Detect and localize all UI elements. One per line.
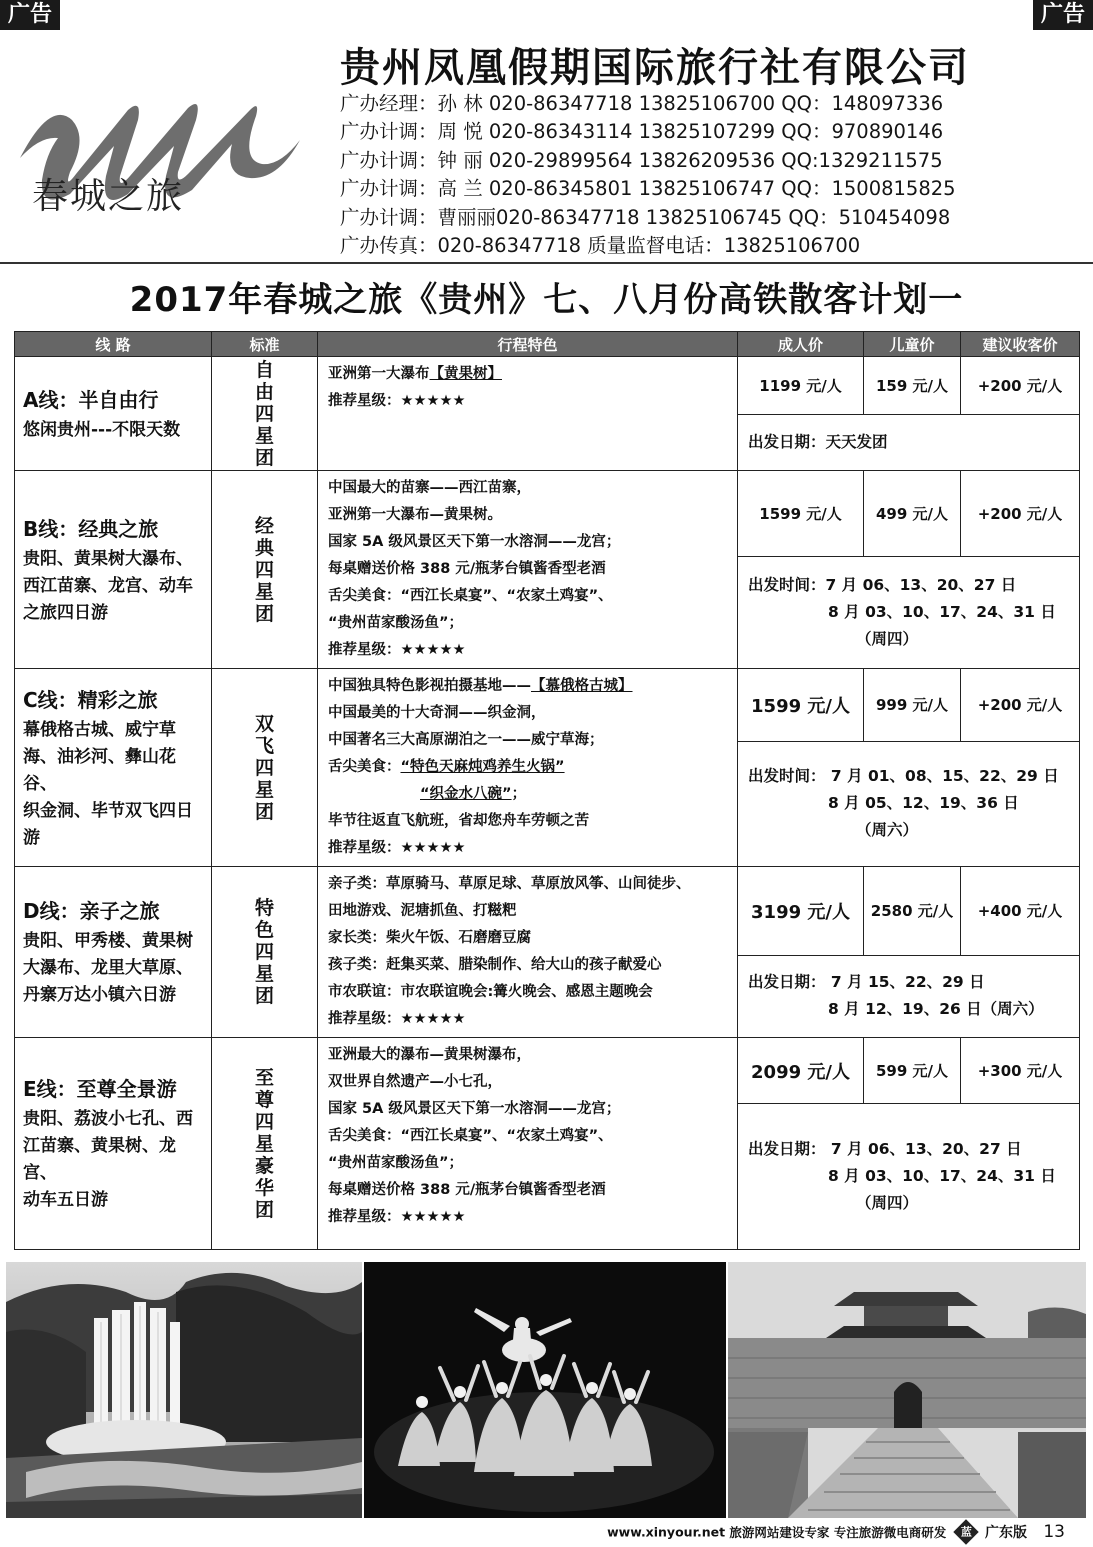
- suggested-price: +200 元/人: [961, 357, 1080, 415]
- header-divider: [0, 262, 1093, 264]
- suggested-price: +200 元/人: [961, 669, 1080, 742]
- route-row: [15, 1038, 1080, 1104]
- dance-performance-photo: [364, 1262, 726, 1518]
- feature-line: [328, 556, 727, 583]
- standard-cell: [212, 867, 318, 1038]
- feature-text: “贵州苗家酸汤鱼”；: [328, 615, 464, 631]
- departure-date-line: （周六）: [856, 821, 919, 840]
- feature-line: [328, 1096, 727, 1123]
- feature-line: [328, 1042, 727, 1069]
- standard-text: 自由四星团: [254, 358, 274, 469]
- feature-line: [328, 700, 727, 727]
- departure-date-line: 8 月 03、10、17、24、31 日: [828, 603, 1056, 621]
- route-description-line: 幕俄格古城、威宁草: [23, 719, 176, 740]
- feature-line: [328, 727, 727, 754]
- route-description-line: 海、油衫河、彝山花谷、: [23, 746, 176, 794]
- route-line-cell: [15, 669, 212, 867]
- suggested-price: +300 元/人: [961, 1038, 1080, 1104]
- route-description-line: 之旅四日游: [23, 602, 108, 623]
- departure-dates-cell: [738, 1104, 1080, 1250]
- contact-list: [340, 90, 1080, 260]
- route-row: [15, 867, 1080, 956]
- feature-text: 每桌赠送价格 388 元/瓶茅台镇酱香型老酒: [328, 561, 606, 577]
- feature-highlight: “特色天麻炖鸡养生火锅”: [400, 759, 565, 775]
- feature-line: [328, 529, 727, 556]
- features-cell: [318, 867, 738, 1038]
- route-row: [15, 471, 1080, 557]
- footer-site: www.xinyour.net: [607, 1524, 726, 1540]
- standard-text: 经典四星团: [254, 514, 274, 625]
- feature-line: [328, 835, 727, 862]
- feature-text: 家长类：柴火午饭、石磨磨豆腐: [328, 930, 531, 946]
- route-description-line: 丹寨万达小镇六日游: [23, 985, 176, 1005]
- feature-text: 双世界自然遗产—小七孔，: [328, 1074, 502, 1090]
- contact-line: 广办计调：钟 丽 020-29899564 13826209536 QQ:1329211575: [340, 148, 943, 172]
- feature-line: [328, 1150, 727, 1177]
- feature-line: [328, 361, 727, 388]
- route-description-line: 大瀑布、龙里大草原、: [23, 958, 193, 978]
- route-table: [14, 331, 1080, 1250]
- standard-text: 至尊四星豪华团: [254, 1066, 274, 1221]
- feature-line: [328, 781, 727, 808]
- feature-text: 推荐星级：★★★★★: [328, 840, 466, 856]
- standard-cell: [212, 471, 318, 669]
- route-row: [15, 669, 1080, 742]
- departure-date-line: 8 月 12、19、26 日（周六）: [828, 1000, 1044, 1019]
- route-name: C线：精彩之旅: [23, 687, 158, 712]
- departure-date-line: 出发时间：7 月 06、13、20、27 日: [748, 576, 1017, 594]
- feature-highlight: “织金水八碗”: [420, 786, 512, 802]
- route-description-line: 游: [23, 827, 40, 848]
- route-line-cell: [15, 1038, 212, 1250]
- departure-dates-cell: [738, 741, 1080, 866]
- adult-price: 2099 元/人: [738, 1038, 864, 1104]
- adult-price: 1199 元/人: [738, 357, 864, 415]
- feature-text: 每桌赠送价格 388 元/瓶茅台镇酱香型老酒: [328, 1182, 606, 1198]
- feature-highlight: 【慕俄格古城】: [531, 678, 633, 694]
- feature-text: 亚洲第一大瀑布—黄果树。: [328, 507, 502, 523]
- header-features: 行程特色: [318, 332, 738, 357]
- feature-text: 推荐星级：★★★★★: [328, 1011, 466, 1027]
- child-price: 999 元/人: [864, 669, 961, 742]
- departure-date-line: 出发日期： 7 月 15、22、29 日: [748, 973, 985, 992]
- feature-text: 亚洲第一大瀑布: [328, 366, 430, 382]
- route-description-line: 悠闲贵州---不限天数: [23, 419, 181, 440]
- feature-text: 中国著名三大高原湖泊之一——威宁草海；: [328, 732, 604, 748]
- feature-line: [328, 871, 727, 898]
- standard-cell: [212, 1038, 318, 1250]
- contact-line: 广办传真：020-86347718 质量监督电话：13825106700: [340, 233, 861, 257]
- feature-text: 国家 5A 级风景区天下第一水溶洞——龙宫；: [328, 1101, 621, 1117]
- route-description-line: 江苗寨、黄果树、龙宫、: [23, 1136, 176, 1183]
- footer-edition: 广东版: [985, 1525, 1027, 1541]
- feature-line: [328, 898, 727, 925]
- footer-badge: [953, 1519, 978, 1544]
- route-name: B线：经典之旅: [23, 516, 159, 541]
- feature-line: [328, 1123, 727, 1150]
- route-description-line: 贵阳、黄果树大瀑布、: [23, 548, 193, 569]
- standard-cell: [212, 669, 318, 867]
- features-cell: [318, 357, 738, 471]
- feature-text: 舌尖美食：“西江长桌宴”、“农家土鸡宴”、: [328, 1128, 613, 1144]
- footer-tagline: 旅游网站建设专家 专注旅游微电商研发: [729, 1525, 947, 1540]
- page-footer: [607, 1522, 1065, 1542]
- waterfall-photo: [6, 1262, 362, 1518]
- header-child-price: 儿童价: [864, 332, 961, 357]
- route-description-line: 西江苗寨、龙宫、动车: [23, 575, 193, 596]
- features-cell: [318, 1038, 738, 1250]
- feature-line: [328, 979, 727, 1006]
- route-name: D线：亲子之旅: [23, 899, 160, 923]
- page-number: 13: [1043, 1522, 1065, 1542]
- suggested-price: +400 元/人: [961, 867, 1080, 956]
- departure-dates-cell: [738, 955, 1080, 1037]
- feature-text: 亲子类：草原骑马、草原足球、草原放风筝、山间徒步、: [328, 876, 691, 892]
- feature-line: [328, 610, 727, 637]
- feature-text: 中国最美的十大奇洞——织金洞，: [328, 705, 546, 721]
- adult-price: 1599 元/人: [738, 669, 864, 742]
- departure-dates-cell: [738, 415, 1080, 471]
- suggested-price: +200 元/人: [961, 471, 1080, 557]
- child-price: 159 元/人: [864, 357, 961, 415]
- ad-label-left: 广告: [0, 0, 60, 30]
- feature-text: 国家 5A 级风景区天下第一水溶洞——龙宫；: [328, 534, 621, 550]
- departure-date-line: （周四）: [856, 1194, 919, 1212]
- feature-line: [328, 673, 727, 700]
- feature-text: 推荐星级：★★★★★: [328, 1209, 466, 1225]
- feature-text: 田地游戏、泥塘抓鱼、打糍粑: [328, 903, 517, 919]
- features-cell: [318, 669, 738, 867]
- company-name: 贵州凤凰假期国际旅行社有限公司: [340, 45, 970, 91]
- feature-text: 孩子类：赶集买菜、腊染制作、给大山的孩子献爱心: [328, 957, 662, 973]
- adult-price: 1599 元/人: [738, 471, 864, 557]
- departure-date-line: 8 月 05、12、19、36 日: [828, 794, 1019, 813]
- departure-date-line: 出发日期： 7 月 06、13、20、27 日: [748, 1140, 1022, 1158]
- route-line-cell: [15, 867, 212, 1038]
- feature-line: [328, 502, 727, 529]
- header-standard: 标准: [212, 332, 318, 357]
- child-price: 2580 元/人: [864, 867, 961, 956]
- footer-badge-text: 蓝: [960, 1525, 972, 1538]
- feature-text: 毕节往返直飞航班，省却您舟车劳顿之苦: [328, 813, 589, 829]
- feature-text: 推荐星级：★★★★★: [328, 393, 466, 409]
- feature-line: [328, 808, 727, 835]
- contact-line: 广办计调：周 悦 020-86343114 13825107299 QQ：970890146: [340, 120, 944, 144]
- ancient-city-gate-photo: [728, 1262, 1086, 1518]
- contact-line: 广办计调：高 兰 020-86345801 13825106747 QQ：1500815825: [340, 177, 956, 201]
- departure-dates-cell: [738, 557, 1080, 669]
- child-price: 599 元/人: [864, 1038, 961, 1104]
- departure-date-line: 8 月 03、10、17、24、31 日: [828, 1167, 1056, 1185]
- feature-text: 市农联谊：市农联谊晚会:篝火晚会、感恩主题晚会: [328, 984, 653, 1000]
- features-cell: [318, 471, 738, 669]
- route-line-cell: [15, 471, 212, 669]
- route-name: A线：半自由行: [23, 387, 159, 412]
- adult-price: 3199 元/人: [738, 867, 864, 956]
- contact-line: 广办经理：孙 林 020-86347718 13825106700 QQ：148097336: [340, 92, 944, 115]
- logo-text: 春城之旅: [32, 176, 185, 217]
- standard-cell: [212, 357, 318, 471]
- feature-text: 中国独具特色影视拍摄基地——: [328, 678, 531, 694]
- header-suggested-price: 建议收客价: [961, 332, 1080, 357]
- route-row: [15, 357, 1080, 415]
- departure-date-line: 出发时间： 7 月 01、08、15、22、29 日: [748, 767, 1059, 786]
- route-name: E线：至尊全景游: [23, 1077, 177, 1101]
- route-description-line: 贵阳、甲秀楼、黄果树: [23, 931, 193, 951]
- standard-text: 双飞四星团: [254, 712, 274, 823]
- route-description-line: 织金洞、毕节双飞四日: [23, 800, 193, 821]
- route-description-line: 贵阳、荔波小七孔、西: [23, 1109, 193, 1129]
- feature-line: [328, 583, 727, 610]
- feature-line: [328, 637, 727, 664]
- departure-date-line: 出发日期：天天发团: [748, 433, 888, 451]
- feature-line: [328, 388, 727, 415]
- feature-line: [328, 952, 727, 979]
- route-line-cell: [15, 357, 212, 471]
- header-line: 线 路: [15, 332, 212, 357]
- feature-text: “贵州苗家酸汤鱼”；: [328, 1155, 464, 1171]
- ad-label-right: 广告: [1033, 0, 1093, 30]
- header-adult-price: 成人价: [738, 332, 864, 357]
- departure-date-line: （周四）: [856, 630, 919, 648]
- contact-line: 广办计调：曹丽丽020-86347718 13825106745 QQ：510454098: [340, 205, 951, 229]
- table-header-row: [15, 332, 1080, 357]
- feature-line: [328, 925, 727, 952]
- feature-text-suffix: ；: [511, 786, 527, 802]
- feature-text: 舌尖美食：: [328, 759, 401, 775]
- plan-title: 2017年春城之旅《贵州》七、八月份高铁散客计划一: [129, 280, 964, 320]
- route-description-line: 动车五日游: [23, 1190, 108, 1210]
- feature-line: [328, 1177, 727, 1204]
- feature-highlight: 【黄果树】: [429, 366, 502, 382]
- feature-line: [328, 754, 727, 781]
- feature-text: 舌尖美食：“西江长桌宴”、“农家土鸡宴”、: [328, 588, 613, 604]
- feature-text: 中国最大的苗寨——西江苗寨，: [328, 480, 531, 496]
- feature-text: 推荐星级：★★★★★: [328, 642, 466, 658]
- feature-line: [328, 475, 727, 502]
- feature-text: 亚洲最大的瀑布—黄果树瀑布，: [328, 1047, 531, 1063]
- standard-text: 特色四星团: [254, 897, 274, 1007]
- child-price: 499 元/人: [864, 471, 961, 557]
- feature-line: [328, 1204, 727, 1231]
- feature-line: [328, 1006, 727, 1033]
- feature-line: [328, 1069, 727, 1096]
